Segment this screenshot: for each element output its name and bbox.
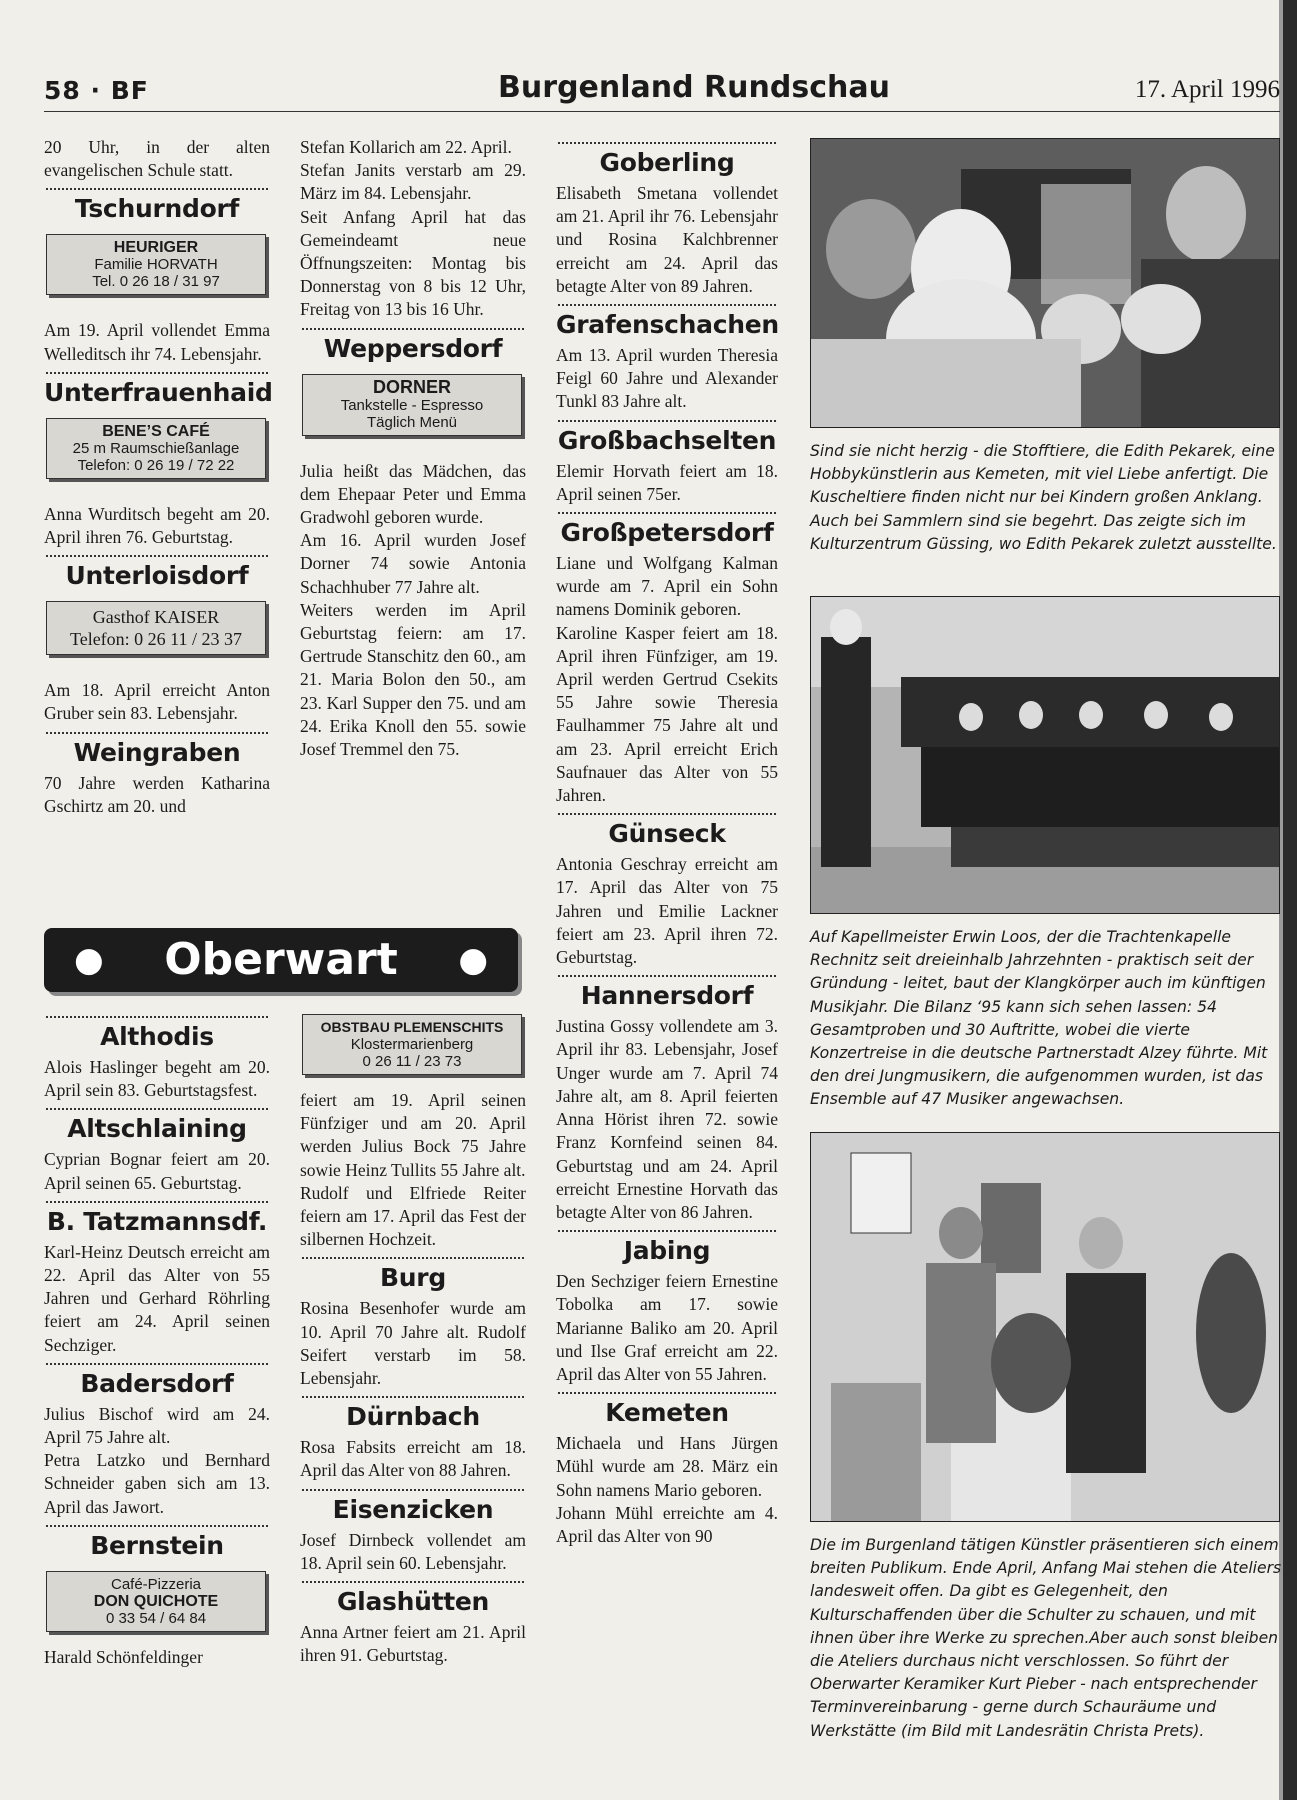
section-heading: Althodis bbox=[100, 1022, 214, 1051]
section-heading: Unterfrauenhaid bbox=[44, 377, 273, 407]
article-text: Stefan Janits verstarb am 29. März im 84. Lebensjahr. bbox=[300, 160, 526, 204]
article-text: Johann Mühl erreichte am 4. April das Alter von 90 bbox=[556, 1502, 778, 1546]
advertisement-box bbox=[46, 418, 266, 479]
section-heading: Grafenschachen bbox=[556, 310, 779, 340]
photo-image bbox=[811, 597, 1280, 914]
section-heading: Bernstein bbox=[90, 1530, 224, 1560]
photo-brass-band bbox=[810, 596, 1280, 914]
dotted-divider bbox=[46, 732, 268, 734]
photo-caption: Die im Burgenland tätigen Künstler präsentieren sich einem breiten Publikum. Ende April, Anfang Mai stehen die Ateliers landesweit offen. Da gibt es Gelegenheit, den Kulturschaffenden über die Schulter zu schauen, und mit ihnen über ihre Werke zu sprechen.Aber auch sonst bleiben die Ateliers durchaus nicht verschlossen. So führt der Oberwarter Keramiker Kurt Pieber - nach entsprechender Terminvereinbarung - gerne durch Schauräume und Werkstätte (im Bild mit Landesrätin Christa Prets). bbox=[810, 1536, 1282, 1740]
article-text: Stefan Kollarich am 22. April. bbox=[300, 137, 512, 157]
section-heading: Günseck bbox=[608, 819, 726, 849]
ad-line: Täglich Menü bbox=[366, 413, 458, 431]
dotted-divider bbox=[558, 1230, 776, 1232]
column-3 bbox=[556, 136, 778, 1548]
banner-title: Oberwart bbox=[164, 934, 398, 985]
page-edge bbox=[1283, 0, 1297, 1800]
dotted-divider bbox=[558, 420, 776, 422]
ad-line: 0 33 54 / 64 84 bbox=[105, 1609, 207, 1627]
ad-line: 25 m Raumschießanlage bbox=[72, 439, 240, 457]
article-text: Antonia Geschray erreicht am 17. April das Alter von 75 Jahren und Emilie Lackner feiert am 23. April ihren 72. Geburtstag. bbox=[556, 854, 778, 968]
ad-line: Telefon: 0 26 19 / 72 22 bbox=[77, 456, 235, 474]
article-text: Elisabeth Smetana vollendet am 21. April ihr 76. Lebensjahr und Rosina Kalchbrenner erreicht am 24. April das betagte Alter von 89 Jahren. bbox=[556, 183, 778, 296]
dotted-divider bbox=[46, 1108, 268, 1110]
article-text: Am 18. April erreicht Anton Gruber sein 83. Lebensjahr. bbox=[44, 680, 270, 724]
section-heading: Unterloisdorf bbox=[65, 561, 249, 591]
article-text: Am 19. April vollendet Emma Welleditsch ihr 74. Lebensjahr. bbox=[44, 320, 270, 364]
photo-caption: Sind sie nicht herzig - die Stofftiere, die Edith Pekarek, eine Hobbykünstlerin aus Kemeten, mit viel Liebe anfertigt. Die Kuscheltiere finden nicht nur bei Kindern großen Anklang. Auch bei Sammlern sind sie begehrt. Das zeigte sich im Kulturzentrum Güssing, wo Edith Pekarek zuletzt ausstellte. bbox=[810, 442, 1277, 553]
ad-line: HEURIGER bbox=[113, 239, 199, 257]
dotted-divider bbox=[46, 1525, 268, 1527]
section-heading: Glashütten bbox=[336, 1587, 490, 1617]
bullet-icon: ● bbox=[458, 940, 488, 980]
dotted-divider bbox=[302, 1581, 524, 1583]
ad-line: Klostermarienberg bbox=[350, 1036, 474, 1053]
advertisement-box bbox=[46, 234, 266, 295]
section-heading: Weppersdorf bbox=[323, 333, 503, 363]
article-text: Seit Anfang April hat das Gemeindeamt neue Öffnungszeiten: Montag bis Donnerstag von 8 bis 12 Uhr, Freitag von 13 bis 16 Uhr. bbox=[300, 206, 526, 320]
dotted-divider bbox=[46, 372, 268, 374]
ad-line: 0 26 11 / 23 73 bbox=[362, 1053, 462, 1070]
section-heading: Tschurndorf bbox=[74, 194, 240, 224]
article-text: Petra Latzko und Bernhard Schneider gaben sich am 13. April das Jawort. bbox=[44, 1450, 270, 1517]
dotted-divider bbox=[46, 555, 268, 557]
article-text: Rosina Besenhofer wurde am 10. April 70 Jahre alt. Rudolf Seifert verstarb im 58. Lebensjahr. bbox=[300, 1298, 526, 1389]
article-text: Josef Dirnbeck vollendet am 18. April sein 60. Lebensjahr. bbox=[300, 1529, 526, 1573]
page-number: 58 · BF bbox=[44, 76, 149, 105]
section-heading: Dürnbach bbox=[346, 1402, 480, 1432]
article-text: Elemir Horvath feiert am 18. April seinen 75er. bbox=[556, 460, 778, 504]
article-text: Julia heißt das Mädchen, das dem Ehepaar Peter und Emma Gradwohl geboren wurde. bbox=[300, 460, 526, 528]
dotted-divider bbox=[46, 188, 268, 190]
section-heading: B. Tatzmannsdf. bbox=[46, 1206, 268, 1236]
ad-line: BENE’S CAFÉ bbox=[102, 422, 210, 440]
article-text: Michaela und Hans Jürgen Mühl wurde am 28. März ein Sohn namens Mario geboren. bbox=[556, 1433, 778, 1500]
ad-line: Familie HORVATH bbox=[94, 256, 218, 274]
photo-image bbox=[811, 1133, 1280, 1522]
article-text: feiert am 19. April seinen Fünfziger und am 20. April werden Julius Bock 75 Jahre sowie Heinz Tullits 55 Jahre alt. bbox=[300, 1090, 526, 1180]
article-text: Rudolf und Elfriede Reiter feiern am 17. April das Fest der silbernen Hochzeit. bbox=[300, 1182, 526, 1250]
section-heading: Jabing bbox=[623, 1236, 711, 1266]
ad-line: OBSTBAU PLEMENSCHITS bbox=[320, 1019, 504, 1035]
article-text: Den Sechziger feiern Ernestine Tobolka am 17. sowie Marianne Baliko am 20. April und Ilse Graf erreicht am 22. April das Alter von 55 Jahren. bbox=[556, 1271, 778, 1384]
section-heading: Großpetersdorf bbox=[560, 518, 774, 548]
article-text: Julius Bischof wird am 24. April 75 Jahre alt. bbox=[44, 1403, 270, 1448]
dotted-divider bbox=[558, 142, 776, 144]
ad-line: DON QUICHOTE bbox=[93, 1592, 219, 1610]
article-text: Anna Wurditsch begeht am 20. April ihren 76. Geburtstag. bbox=[44, 503, 270, 548]
dotted-divider bbox=[302, 1396, 524, 1398]
ad-line: Gasthof KAISER bbox=[92, 607, 220, 628]
dotted-divider bbox=[46, 1363, 268, 1365]
advertisement-box bbox=[46, 601, 266, 655]
article-text: Karoline Kasper feiert am 18. April ihren Fünfziger, am 19. April werden Gertrud Csekits 55 Jahre sowie Theresia Faulhammer 75 Jahre alt und am 23. April erreicht Erich Saufnauer das Alter von 55 Jahren. bbox=[556, 622, 778, 806]
advertisement-box bbox=[46, 1571, 266, 1632]
photo-artists-exhibition bbox=[810, 1132, 1280, 1522]
article-text: Justina Gossy vollendete am 3. April ihr 83. Lebensjahr, Josef Unger wurde am 7. April 74 Jahre alt, am 8. April feierten Anna Hörist ihren 72. sowie Franz Kornfeind seinen 84. Geburtstag und am 24. April erreicht Ernestine Horvath das betagte Alter von 86 Jahren. bbox=[556, 1016, 778, 1222]
advertisement-box bbox=[302, 1014, 522, 1075]
column-2-bottom bbox=[300, 1010, 526, 1667]
section-heading: Kemeten bbox=[605, 1398, 729, 1428]
column-2 bbox=[300, 136, 526, 761]
article-text: Am 16. April wurden Josef Dorner 74 sowie Antonia Schachhuber 77 Jahre alt. bbox=[300, 530, 526, 597]
article-text: Alois Haslinger begeht am 20. April sein 83. Geburtstagsfest. bbox=[44, 1057, 270, 1101]
dotted-divider bbox=[46, 1201, 268, 1203]
article-text: Anna Artner feiert am 21. April ihren 91. Geburtstag. bbox=[300, 1622, 526, 1666]
article-text: Harald Schönfeldinger bbox=[44, 1646, 203, 1667]
dotted-divider bbox=[558, 304, 776, 306]
article-text: Karl-Heinz Deutsch erreicht am 22. April das Alter von 55 Jahren und Gerhard Röhrling feiert am 24. April seinen Sechziger. bbox=[44, 1241, 270, 1355]
dotted-divider bbox=[558, 1392, 776, 1394]
dotted-divider bbox=[302, 1489, 524, 1491]
advertisement-box bbox=[302, 374, 522, 436]
section-heading: Altschlaining bbox=[67, 1114, 247, 1144]
bullet-icon: ● bbox=[74, 940, 104, 980]
dotted-divider bbox=[302, 1257, 524, 1259]
ad-line: Café-Pizzeria bbox=[110, 1575, 202, 1593]
section-heading: Burg bbox=[380, 1263, 446, 1293]
section-heading: Weingraben bbox=[73, 737, 241, 767]
article-text: 20 Uhr, in der alten evangelischen Schule statt. bbox=[44, 137, 270, 181]
issue-date: 17. April 1996 bbox=[1134, 76, 1280, 103]
section-heading: Eisenzicken bbox=[332, 1494, 494, 1524]
dotted-divider bbox=[46, 1016, 268, 1018]
article-text: Liane und Wolfgang Kalman wurde am 7. April ein Sohn namens Dominik geboren. bbox=[556, 553, 778, 620]
column-1-bottom bbox=[44, 1010, 270, 1669]
article-text: Rosa Fabsits erreicht am 18. April das Alter von 88 Jahren. bbox=[300, 1437, 526, 1481]
photo-image bbox=[811, 139, 1280, 428]
page-header bbox=[44, 66, 1280, 112]
photo-stuffed-animals bbox=[810, 138, 1280, 428]
section-heading: Badersdorf bbox=[80, 1368, 234, 1398]
article-text: Am 13. April wurden Theresia Feigl 60 Jahre und Alexander Tunkl 83 Jahre alt. bbox=[556, 345, 778, 412]
region-banner bbox=[44, 928, 518, 992]
ad-line: DORNER bbox=[372, 376, 451, 397]
article-text: Weiters werden im April Geburtstag feiern: am 17. Gertrude Stanschitz den 60., am 21. Maria Bolon den 50., am 23. Karl Supper den 75. und am 24. Erika Knoll den 55. sowie Josef Tremmel den 75. bbox=[300, 599, 526, 760]
photo-caption: Auf Kapellmeister Erwin Loos, der die Trachtenkapelle Rechnitz seit dreieinhalb Jahrzehnten - praktisch seit der Gründung - leitet, baut der Klangkörper auch im künftigen Musikjahr. Die Bilanz ‘95 kann sich sehen lassen: 54 Gesamtproben und 30 Auftritte, wobei die vierte Konzertreise in die deutsche Partnerstadt Alzey führte. Mit den drei Jungmusikern, die aufgenommen wurden, ist das Ensemble auf 47 Musiker angewachsen. bbox=[810, 928, 1268, 1109]
dotted-divider bbox=[302, 328, 524, 330]
dotted-divider bbox=[558, 813, 776, 815]
ad-line: Tel. 0 26 18 / 31 97 bbox=[92, 273, 220, 291]
column-1 bbox=[44, 136, 273, 818]
ad-line: Telefon: 0 26 11 / 23 37 bbox=[69, 629, 243, 650]
section-heading: Großbachselten bbox=[557, 425, 777, 455]
article-text: 70 Jahre werden Katharina Gschirtz am 20. und bbox=[44, 772, 270, 816]
newspaper-title: Burgenland Rundschau bbox=[498, 70, 890, 105]
article-text: Cyprian Bognar feiert am 20. April seinen 65. Geburtstag. bbox=[44, 1149, 270, 1193]
section-heading: Goberling bbox=[599, 148, 735, 177]
section-heading: Hannersdorf bbox=[580, 981, 754, 1011]
dotted-divider bbox=[558, 512, 776, 514]
dotted-divider bbox=[558, 975, 776, 977]
ad-line: Tankstelle - Espresso bbox=[340, 396, 484, 414]
